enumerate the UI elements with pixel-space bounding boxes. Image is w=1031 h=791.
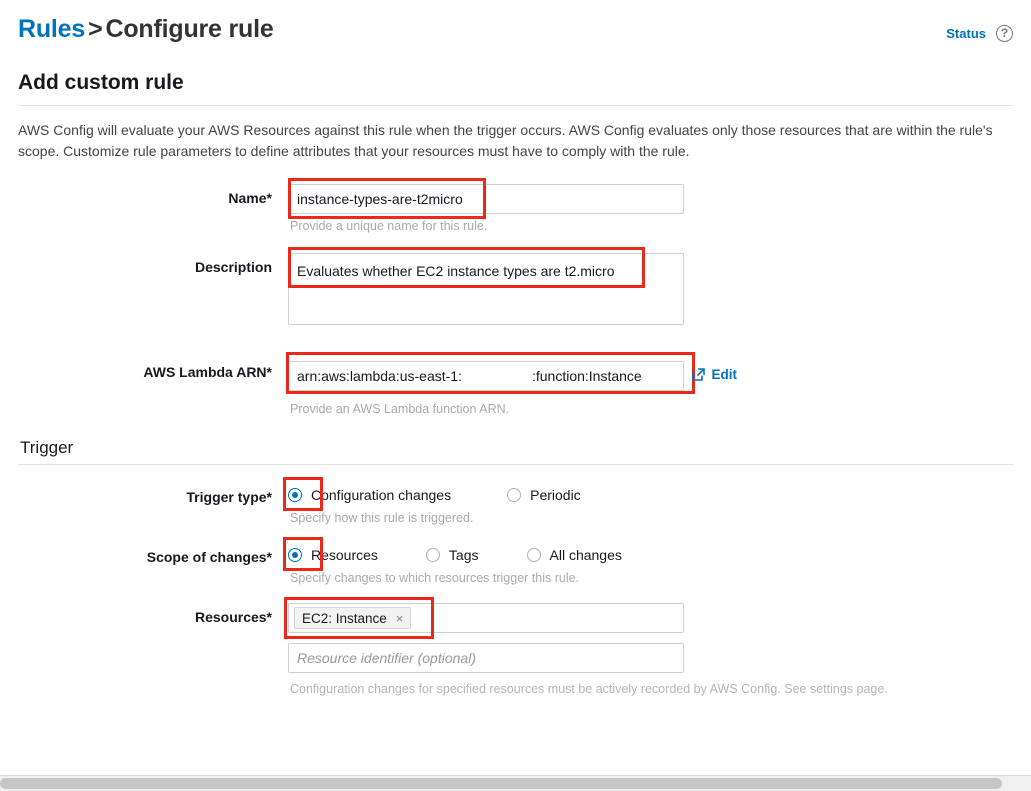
- field-row-description: [18, 253, 1013, 330]
- rule-form: [18, 184, 1013, 696]
- lambda-arn-hint: Provide an AWS Lambda function ARN.: [290, 402, 510, 416]
- radio-label-configuration-changes: Configuration changes: [311, 487, 452, 503]
- name-field-wrap: [288, 184, 1013, 233]
- lambda-arn-label: AWS Lambda ARN*: [143, 364, 272, 380]
- title-divider: [18, 105, 1013, 106]
- name-hint: Provide a unique name for this rule.: [290, 219, 488, 233]
- name-input[interactable]: [288, 184, 684, 214]
- trigger-type-radio-group: [288, 483, 1013, 503]
- radio-option-periodic[interactable]: [507, 487, 581, 503]
- description-textarea[interactable]: [288, 253, 684, 325]
- radio-configuration-changes[interactable]: [288, 488, 302, 502]
- scope-of-changes-field-wrap: [288, 543, 1013, 585]
- scope-of-changes-hint: Specify changes to which resources trigger this rule.: [290, 571, 580, 585]
- horizontal-scrollbar[interactable]: [0, 775, 1031, 791]
- breadcrumb: [18, 12, 274, 46]
- lambda-arn-field-wrap: [288, 358, 1013, 416]
- radio-resources[interactable]: [288, 548, 302, 562]
- radio-option-tags[interactable]: [426, 547, 479, 563]
- radio-option-resources[interactable]: [288, 547, 378, 563]
- field-row-name: [18, 184, 1013, 233]
- field-row-scope-of-changes: [18, 543, 1013, 585]
- trigger-type-label: Trigger type*: [186, 489, 272, 505]
- edit-lambda-arn-label: Edit: [711, 367, 737, 382]
- resources-note: Configuration changes for specified resources must be actively recorded by AWS Config. See settings page.: [290, 682, 888, 696]
- scope-of-changes-label: Scope of changes*: [146, 549, 272, 565]
- radio-tags[interactable]: [426, 548, 440, 562]
- field-row-resources: [18, 603, 1013, 696]
- description-label: Description: [194, 259, 272, 275]
- token-label: EC2: Instance: [302, 610, 387, 626]
- scope-of-changes-radio-group: [288, 543, 1013, 563]
- external-link-icon: [692, 368, 705, 381]
- radio-label-periodic: Periodic: [530, 487, 581, 503]
- breadcrumb-separator: >: [88, 15, 103, 43]
- radio-periodic[interactable]: [507, 488, 521, 502]
- scrollbar-thumb[interactable]: [0, 778, 1002, 789]
- field-row-trigger-type: [18, 483, 1013, 525]
- trigger-section-title: Trigger: [20, 438, 74, 457]
- radio-label-resources: Resources: [311, 547, 378, 563]
- resource-identifier-input[interactable]: [288, 643, 684, 673]
- help-circle-icon[interactable]: ?: [996, 25, 1013, 42]
- name-label: Name*: [228, 190, 272, 206]
- breadcrumb-link-rules[interactable]: Rules: [18, 15, 86, 43]
- resources-token-input[interactable]: [288, 603, 684, 633]
- radio-label-tags: Tags: [448, 547, 479, 563]
- trigger-type-hint: Specify how this rule is triggered.: [290, 511, 474, 525]
- field-row-lambda-arn: [18, 358, 1013, 416]
- page-description: AWS Config will evaluate your AWS Resources against this rule when the trigger occurs. AWS Config evaluates only those resources that are within the rule's scope. Customize rule parameters to define attributes that your resources must have to comply with the rule.: [18, 122, 993, 159]
- breadcrumb-row: [18, 0, 1013, 46]
- lambda-arn-input[interactable]: [288, 361, 684, 391]
- resources-field-wrap: [288, 603, 1013, 696]
- page-title: Add custom rule: [18, 71, 184, 94]
- breadcrumb-current: Configure rule: [105, 15, 274, 43]
- description-field-wrap: [288, 253, 1013, 330]
- status-link[interactable]: Status: [946, 26, 986, 41]
- resources-label: Resources*: [194, 609, 272, 625]
- header-actions: [946, 12, 1013, 42]
- radio-label-all-changes: All changes: [549, 547, 622, 563]
- radio-option-all-changes[interactable]: [527, 547, 622, 563]
- token-remove-icon[interactable]: ×: [395, 610, 404, 626]
- radio-all-changes[interactable]: [527, 548, 541, 562]
- trigger-type-field-wrap: [288, 483, 1013, 525]
- token-ec2-instance[interactable]: [294, 607, 411, 629]
- radio-option-configuration-changes[interactable]: [288, 487, 451, 503]
- edit-lambda-arn-link[interactable]: [692, 367, 737, 382]
- trigger-divider: [18, 464, 1013, 465]
